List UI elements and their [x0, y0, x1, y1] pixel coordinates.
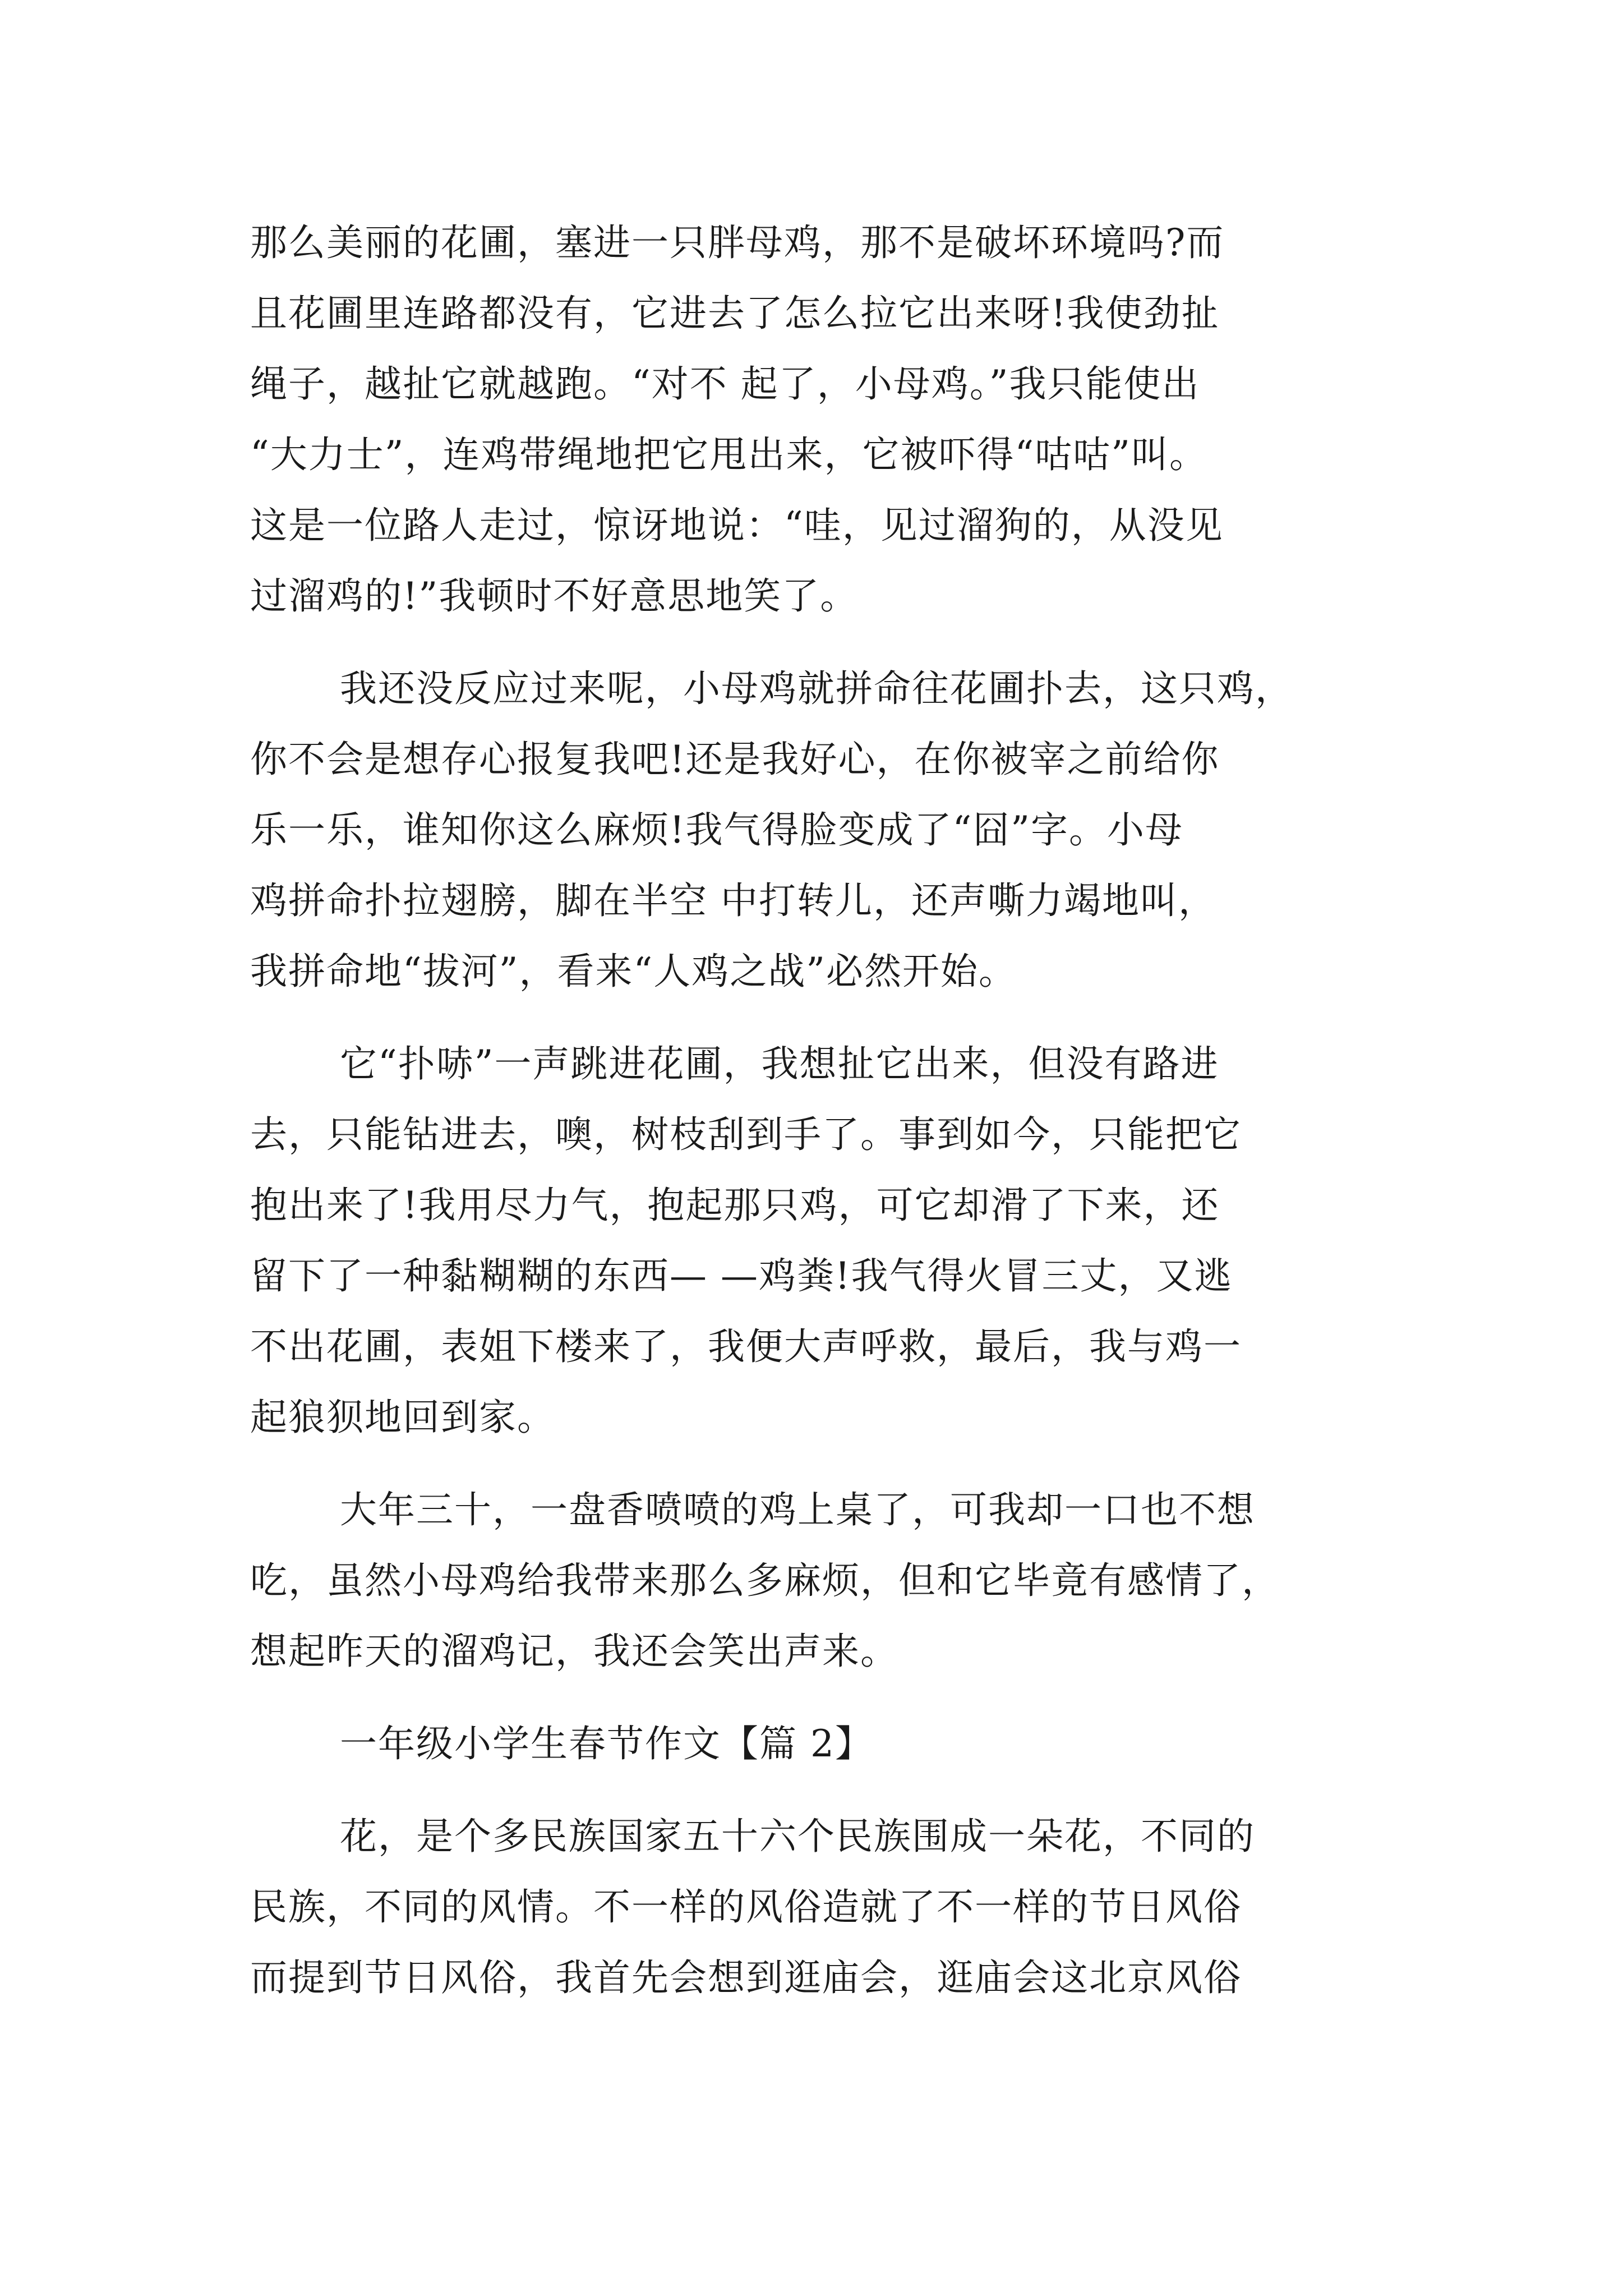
paragraph-line: 留下了一种黏糊糊的东西— —鸡粪!我气得火冒三丈，又逃: [250, 1254, 1233, 1297]
paragraph-line: 那么美丽的花圃，塞进一只胖母鸡，那不是破坏环境吗?而: [250, 221, 1225, 264]
paragraph-line: 花，是个多民族国家五十六个民族围成一朵花，不同的: [340, 1815, 1255, 1858]
paragraph-line: 过溜鸡的!”我顿时不好意思地笑了。: [250, 574, 859, 618]
paragraph-line: 抱出来了!我用尽力气，抱起那只鸡，可它却滑了下来，还: [250, 1184, 1220, 1227]
section-heading: 一年级小学生春节作文【篇 2】: [340, 1722, 873, 1765]
paragraph-line: 鸡拼命扑拉翅膀，脚在半空 中打转儿，还声嘶力竭地叫，: [250, 879, 1216, 922]
paragraph-line: 不出花圃，表姐下楼来了，我便大声呼救，最后，我与鸡一: [250, 1325, 1242, 1368]
paragraph-line: “大力士”，连鸡带绳地把它甩出来，它被吓得“咕咕”叫。: [250, 433, 1207, 476]
paragraph-line: 它“扑哧”一声跳进花圃，我想扯它出来，但没有路进: [340, 1042, 1219, 1085]
paragraph-line: 想起昨天的溜鸡记，我还会笑出声来。: [250, 1630, 898, 1673]
paragraph-line: 且花圃里连路都没有，它进去了怎么拉它出来呀!我使劲扯: [250, 292, 1220, 335]
paragraph-line: 这是一位路人走过，惊讶地说：“哇，见过溜狗的，从没见: [250, 504, 1224, 547]
paragraph-line: 绳子，越扯它就越跑。“对不 起了，小母鸡。”我只能使出: [250, 362, 1200, 406]
paragraph-line: 吃，虽然小母鸡给我带来那么多麻烦，但和它毕竟有感情了，: [250, 1559, 1280, 1602]
paragraph-line: 民族，不同的风情。不一样的风俗造就了不一样的节日风俗: [250, 1885, 1242, 1929]
paragraph-line: 而提到节日风俗，我首先会想到逛庙会，逛庙会这北京风俗: [250, 1956, 1242, 1999]
paragraph-line: 起狼狈地回到家。: [250, 1396, 555, 1439]
paragraph-line: 大年三十，一盘香喷喷的鸡上桌了，可我却一口也不想: [340, 1488, 1255, 1531]
paragraph-line: 你不会是想存心报复我吧!还是我好心，在你被宰之前给你: [250, 738, 1220, 781]
paragraph-line: 乐一乐，谁知你这么麻烦!我气得脸变成了“囧”字。小母: [250, 808, 1184, 852]
paragraph-line: 我拼命地“拔河”，看来“人鸡之战”必然开始。: [250, 950, 1017, 993]
paragraph-line: 去，只能钻进去，噢，树枝刮到手了。事到如今，只能把它: [250, 1113, 1242, 1156]
paragraph-line: 我还没反应过来呢，小母鸡就拼命往花圃扑去，这只鸡，: [340, 667, 1293, 710]
